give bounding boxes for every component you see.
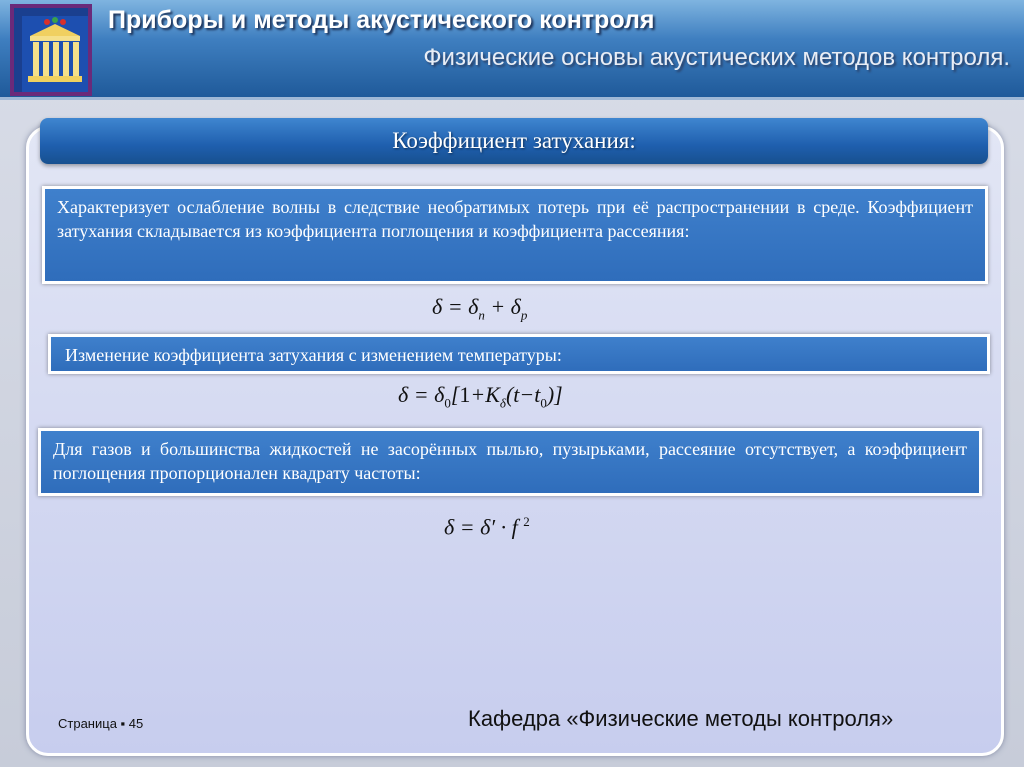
temperature-formula: $\delta = \delta_0[1+K_\delta(t-t_0)]$ [398, 382, 563, 411]
page-number: Страница ▪ 45 [58, 716, 144, 731]
department-name: Кафедра «Физические методы контроля» [468, 706, 894, 731]
gases-box: Для газов и большинства жидкостей не засорённых пылью, пузырьками, рассеяние отсутствует, а коэффициент поглощения пропорционален квадрату частоты: [38, 428, 982, 496]
attenuation-sum-formula: $\delta = \delta_п + \delta_р$ [432, 294, 528, 323]
university-emblem-icon [10, 4, 92, 96]
card-heading-bar [40, 118, 988, 164]
header-band [0, 0, 1024, 100]
definition-box: Характеризует ослабление волны в следствие необратимых потерь при её распространении в среде. Коэффициент затухания складывается из коэффициента поглощения и коэффициента рассеяния: [42, 186, 988, 284]
presentation-title: Приборы и методы акустического контроля [108, 6, 655, 34]
temperature-box: Изменение коэффициента затухания с изменением температуры: [48, 334, 990, 374]
presentation-subtitle: Физические основы акустических методов контроля. [423, 44, 1010, 71]
frequency-formula: δ = δ′ · f $^2$ [444, 514, 530, 540]
card-heading: Коэффициент затухания: [392, 128, 636, 153]
